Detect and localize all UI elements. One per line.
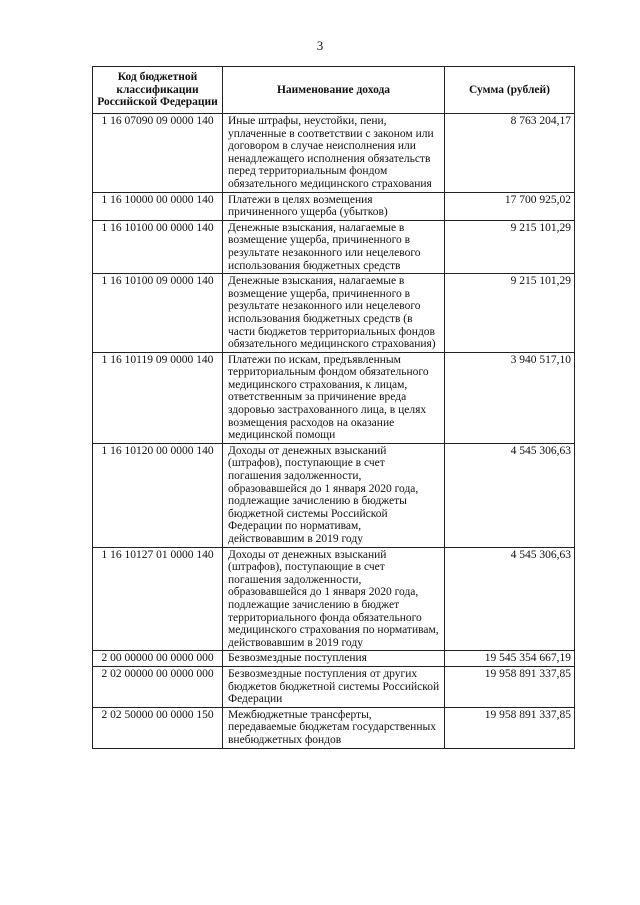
row-code: 2 02 50000 00 0000 150: [93, 707, 223, 748]
row-sum: 8 763 204,17: [445, 114, 575, 193]
table-row: [93, 274, 575, 353]
row-code: 2 00 00000 00 0000 000: [93, 651, 223, 667]
row-sum: 3 940 517,10: [445, 352, 575, 443]
row-sum: 9 215 101,29: [445, 274, 575, 353]
table-row: [93, 707, 575, 748]
row-code: 1 16 07090 09 0000 140: [93, 114, 223, 193]
table-header-row: [93, 67, 575, 114]
row-sum: 19 545 354 667,19: [445, 651, 575, 667]
header-name: Наименование дохода: [223, 67, 445, 114]
header-code: Код бюджетной классификации Российской Федерации: [93, 67, 223, 114]
row-sum: 19 958 891 337,85: [445, 666, 575, 707]
row-code: 1 16 10119 09 0000 140: [93, 352, 223, 443]
row-name: Денежные взыскания, налагаемые в возмещение ущерба, причиненного в результате незаконного или нецелевого использования бюджетных средств: [223, 220, 445, 273]
row-name: Денежные взыскания, налагаемые в возмещение ущерба, причиненного в результате незаконного или нецелевого использования бюджетных средств (в части бюджетов территориальных фондов обязательного медицинского страхования): [223, 274, 445, 353]
row-code: 1 16 10100 00 0000 140: [93, 220, 223, 273]
header-sum: Сумма (рублей): [445, 67, 575, 114]
row-code: 1 16 10100 09 0000 140: [93, 274, 223, 353]
row-name: Доходы от денежных взысканий (штрафов), поступающие в счет погашения задолженности, образовавшейся до 1 января 2020 года, подлежащие зачислению в бюджет территориального фонда обязательного медицинского страхования по нормативам, действовавшим в 2019 году: [223, 547, 445, 651]
table-row: [93, 443, 575, 547]
row-name: Безвозмездные поступления: [223, 651, 445, 667]
row-name: Платежи по искам, предъявленным территориальным фондом обязательного медицинского страхования, к лицам, ответственным за причинение вреда здоровью застрахованного лица, в целях возмещения расходов на оказание медицинской помощи: [223, 352, 445, 443]
row-sum: 17 700 925,02: [445, 192, 575, 220]
table-row: [93, 547, 575, 651]
table-row: [93, 192, 575, 220]
table-row: [93, 651, 575, 667]
revenue-table: [92, 66, 575, 749]
row-code: 1 16 10127 01 0000 140: [93, 547, 223, 651]
row-name: Межбюджетные трансферты, передаваемые бюджетам государственных внебюджетных фондов: [223, 707, 445, 748]
row-name: Платежи в целях возмещения причиненного ущерба (убытков): [223, 192, 445, 220]
row-name: Иные штрафы, неустойки, пени, уплаченные в соответствии с законом или договором в случае неисполнения или ненадлежащего исполнения обязательств перед территориальным фондом обязательного медицинского страхования: [223, 114, 445, 193]
row-sum: 4 545 306,63: [445, 443, 575, 547]
row-sum: 19 958 891 337,85: [445, 707, 575, 748]
page-number: 3: [316, 38, 324, 53]
row-sum: 9 215 101,29: [445, 220, 575, 273]
table-row: [93, 114, 575, 193]
table-row: [93, 352, 575, 443]
table-row: [93, 666, 575, 707]
row-sum: 4 545 306,63: [445, 547, 575, 651]
row-code: 2 02 00000 00 0000 000: [93, 666, 223, 707]
row-code: 1 16 10120 00 0000 140: [93, 443, 223, 547]
row-code: 1 16 10000 00 0000 140: [93, 192, 223, 220]
row-name: Доходы от денежных взысканий (штрафов), поступающие в счет погашения задолженности, образовавшейся до 1 января 2020 года, подлежащие зачислению в бюджеты бюджетной системы Российской Федерации по нормативам, действовавшим в 2019 году: [223, 443, 445, 547]
table-row: [93, 220, 575, 273]
row-name: Безвозмездные поступления от других бюджетов бюджетной системы Российской Федерации: [223, 666, 445, 707]
